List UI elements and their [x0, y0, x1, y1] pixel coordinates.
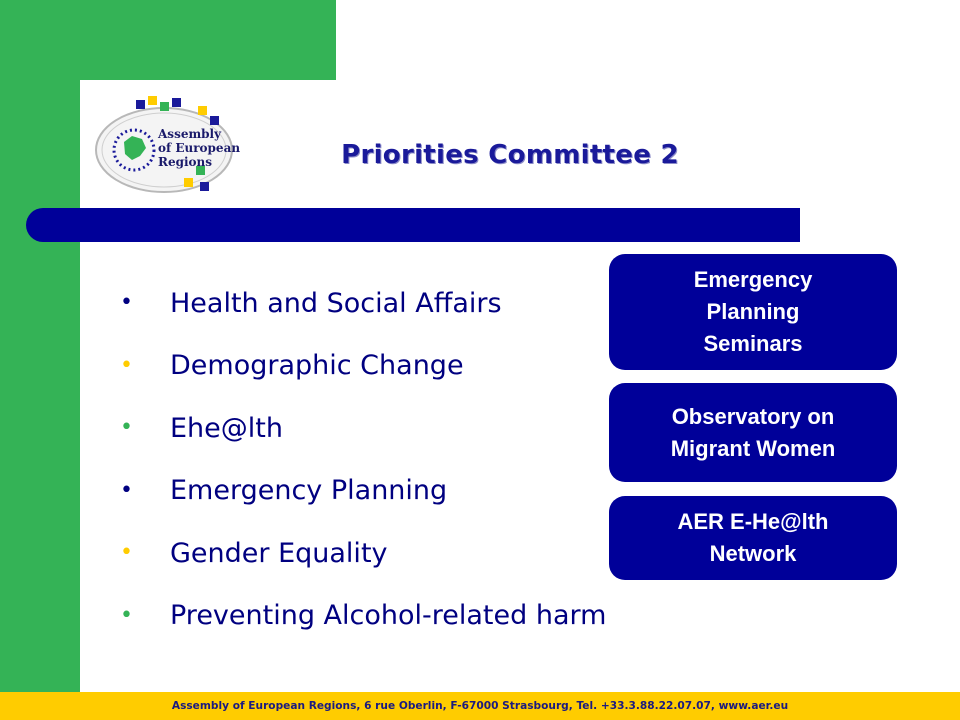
bullet-dot-icon: • [120, 477, 133, 503]
green-left-band [0, 0, 80, 720]
list-item [120, 522, 606, 585]
bullet-dot-icon: • [120, 352, 133, 378]
title-divider-bar [26, 208, 800, 242]
box-line: AER E-He@lth [677, 509, 829, 534]
logo-square [210, 116, 219, 125]
bullet-dot-icon: • [120, 290, 133, 316]
bullet-text: Ehe@lth [170, 412, 283, 444]
logo-text-line-2: of European [158, 141, 241, 155]
slide-title: Priorities Committee 2 [341, 140, 679, 170]
bullet-dot-icon: • [120, 540, 133, 566]
logo-square [148, 96, 157, 105]
logo-square [200, 182, 209, 191]
box-line: Emergency [693, 267, 813, 292]
logo-square [136, 100, 145, 109]
list-item [120, 335, 606, 398]
bullet-dot-icon: • [120, 415, 133, 441]
logo-square [184, 178, 193, 187]
list-item [120, 460, 606, 523]
emergency-planning-seminars-box [609, 254, 897, 370]
logo-square [160, 102, 169, 111]
box-line: Planning [706, 299, 800, 324]
list-item [120, 397, 606, 460]
logo-square [172, 98, 181, 107]
bullet-text: Demographic Change [170, 350, 464, 382]
bullet-text: Emergency Planning [170, 475, 448, 507]
list-item [120, 272, 606, 335]
bullet-text: Gender Equality [170, 537, 388, 569]
bullet-text: Preventing Alcohol-related harm [170, 600, 607, 632]
box-line: Migrant Women [670, 435, 836, 461]
box-line: Seminars [703, 331, 803, 356]
logo-text-line-1: Assembly [158, 127, 222, 141]
bullet-dot-icon: • [120, 602, 133, 628]
box-line: Network [709, 541, 797, 566]
priority-list [120, 272, 606, 647]
footer-bar [0, 692, 960, 720]
box-line: Observatory on [671, 403, 835, 429]
footer-address: Assembly of European Regions, 6 rue Oberlin, F-67000 Strasbourg, Tel. +33.3.88.22.07.07, www.aer.eu [171, 700, 789, 712]
green-top-band [0, 0, 336, 80]
aer-ehealth-network-box [609, 496, 897, 580]
logo-text-line-3: Regions [158, 155, 213, 169]
aer-logo-icon [92, 92, 252, 204]
observatory-migrant-women-box [609, 383, 897, 482]
bullet-text: Health and Social Affairs [170, 287, 502, 319]
logo-square [198, 106, 207, 115]
list-item [120, 585, 606, 648]
